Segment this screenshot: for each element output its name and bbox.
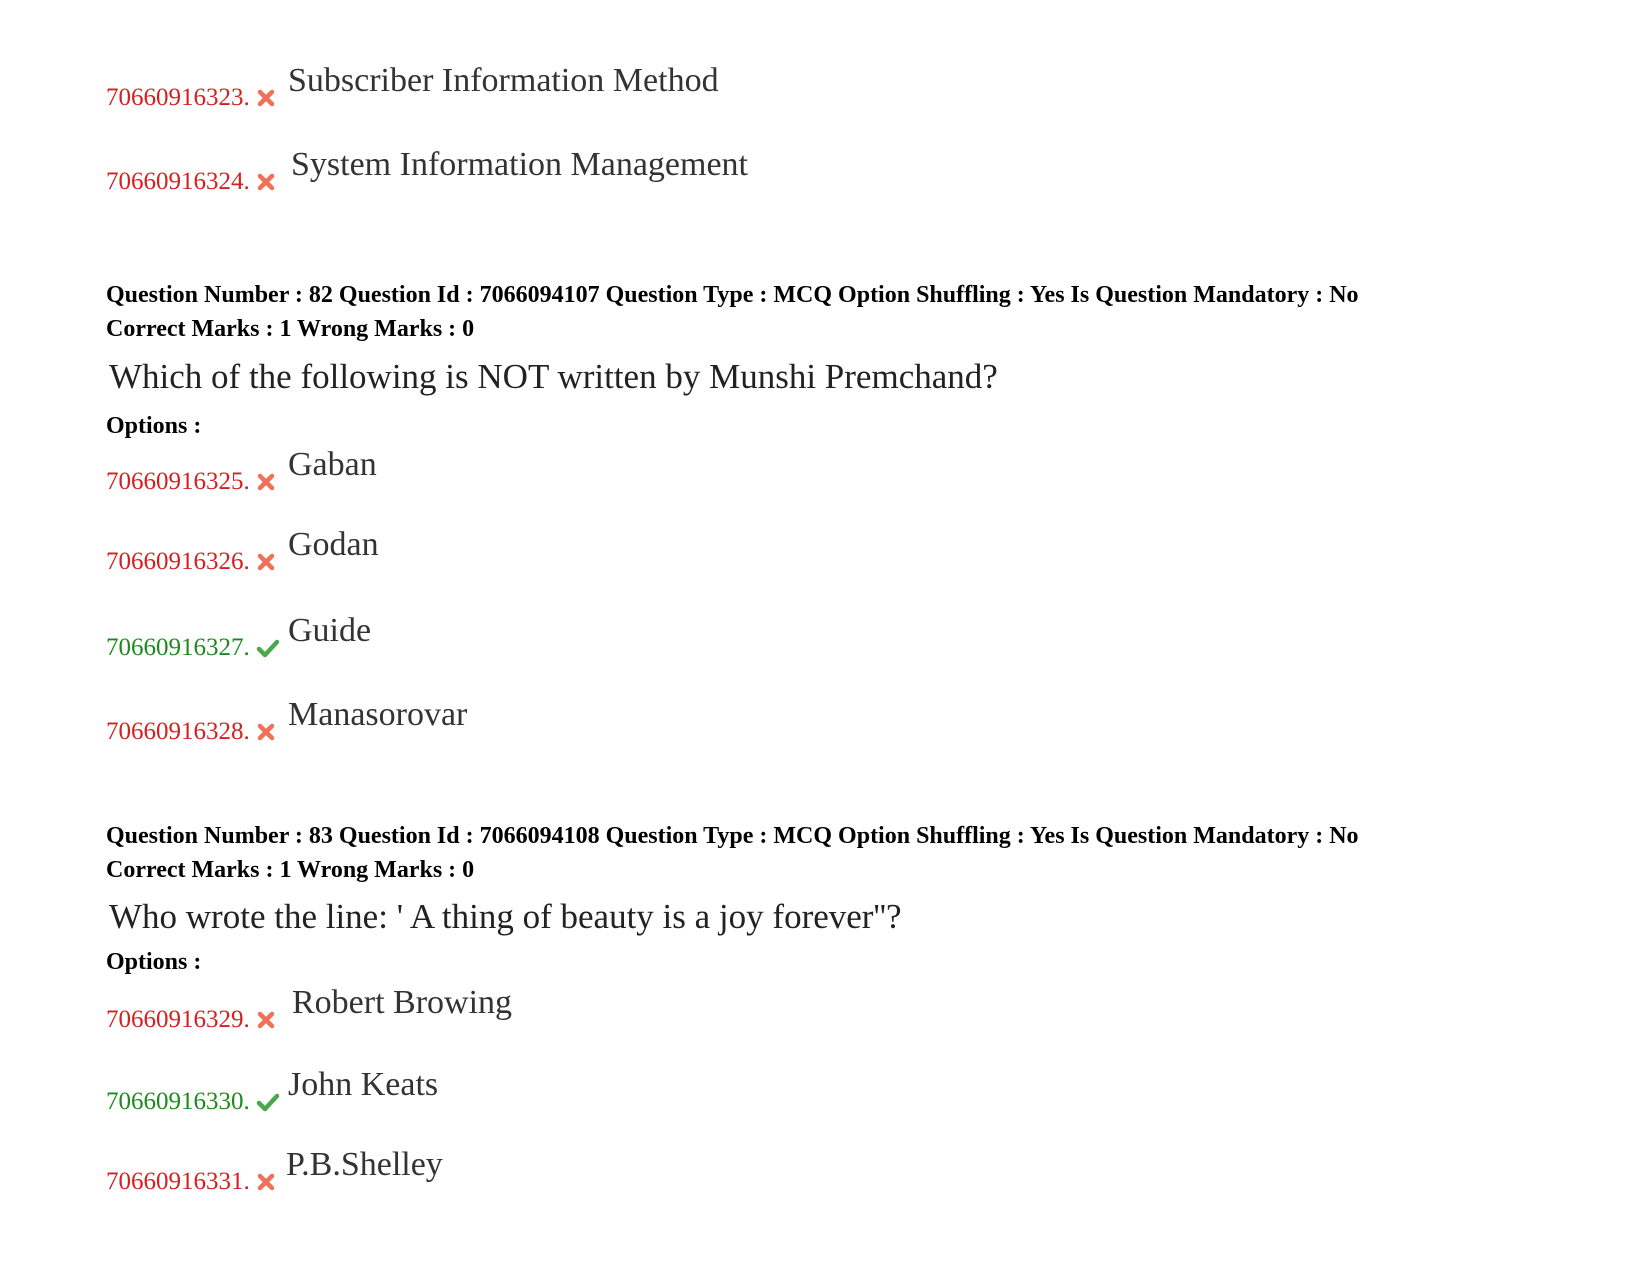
cross-icon	[256, 1010, 276, 1030]
option-id: 70660916328.	[106, 718, 250, 745]
option-row	[106, 612, 1006, 662]
option-row	[106, 696, 1006, 746]
option-text: Robert Browing	[292, 984, 513, 1021]
option-row	[106, 526, 1006, 576]
question-text: Who wrote the line: ' A thing of beauty is a joy forever''?	[109, 897, 902, 936]
option-id: 70660916329.	[106, 1006, 250, 1033]
option-row	[106, 446, 1006, 496]
option-text: Manasorovar	[288, 696, 468, 733]
question-meta-line: Question Number : 83 Question Id : 7066094108 Question Type : MCQ Option Shuffling : Yes Is Question Mandatory : No	[106, 823, 1359, 849]
option-id: 70660916331.	[106, 1168, 250, 1195]
option-id: 70660916323.	[106, 84, 250, 111]
marks-line: Correct Marks : 1 Wrong Marks : 0	[106, 316, 475, 342]
option-row	[106, 1066, 1006, 1116]
options-label: Options :	[106, 413, 202, 439]
option-text: Guide	[288, 612, 372, 649]
check-icon	[256, 1092, 280, 1112]
marks-line: Correct Marks : 1 Wrong Marks : 0	[106, 857, 475, 883]
check-icon	[256, 638, 280, 658]
question-meta	[106, 819, 1586, 887]
option-id: 70660916326.	[106, 548, 250, 575]
option-text: Gaban	[288, 446, 377, 483]
cross-icon	[256, 552, 276, 572]
option-row	[106, 146, 1006, 196]
cross-icon	[256, 722, 276, 742]
option-text: Godan	[288, 526, 379, 563]
option-id: 70660916327.	[106, 634, 250, 661]
question-meta-line: Question Number : 82 Question Id : 7066094107 Question Type : MCQ Option Shuffling : Yes Is Question Mandatory : No	[106, 282, 1359, 308]
option-text: System Information Management	[291, 146, 749, 183]
cross-icon	[256, 1172, 276, 1192]
options-label: Options :	[106, 949, 202, 975]
cross-icon	[256, 472, 276, 492]
question-text: Which of the following is NOT written by Munshi Premchand?	[109, 357, 998, 396]
option-id: 70660916325.	[106, 468, 250, 495]
option-id: 70660916324.	[106, 168, 250, 195]
option-id: 70660916330.	[106, 1088, 250, 1115]
cross-icon	[256, 172, 276, 192]
question-meta	[106, 278, 1586, 346]
option-row	[106, 1146, 1006, 1196]
option-text: John Keats	[288, 1066, 439, 1103]
option-text: P.B.Shelley	[286, 1146, 443, 1183]
option-row	[106, 984, 1006, 1034]
option-text: Subscriber Information Method	[288, 62, 719, 99]
option-row	[106, 62, 1006, 112]
cross-icon	[256, 88, 276, 108]
